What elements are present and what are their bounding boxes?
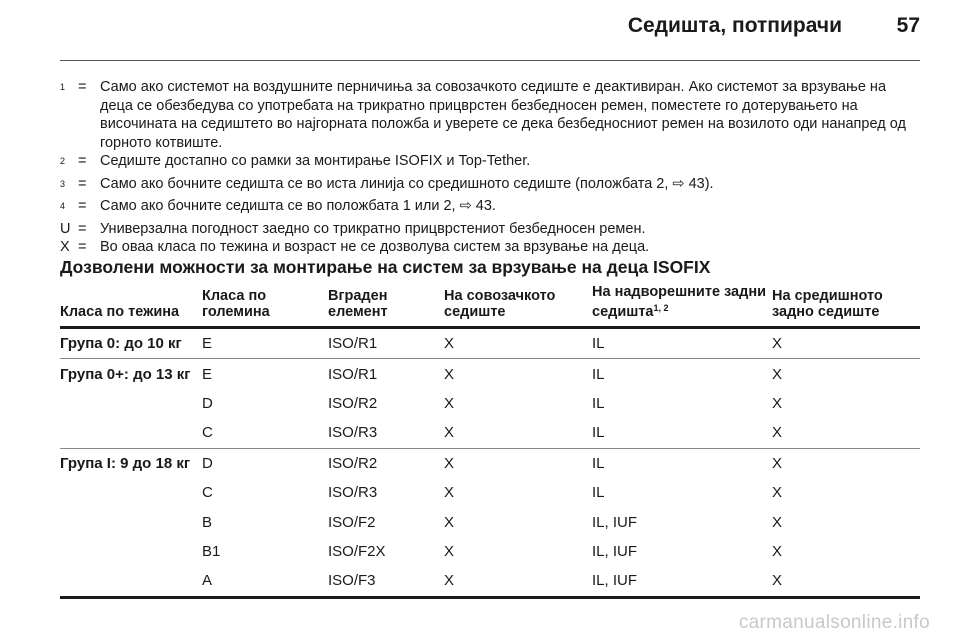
table-row — [60, 537, 920, 566]
footnote-ref: 1, 2 — [653, 303, 669, 313]
weight-class-cell — [60, 537, 202, 566]
table-cell: C — [202, 424, 213, 442]
table-cell: X — [772, 328, 920, 359]
weight-class-cell — [60, 389, 202, 418]
footnote-mark: 3 — [60, 178, 66, 189]
section-title: Дозволени можности за монтирање на систем за врзување на деца ISOFIX — [60, 257, 711, 277]
table-cell: IL — [592, 328, 772, 359]
table-cell: X — [444, 359, 592, 389]
table-row — [60, 328, 920, 359]
table-cell: X — [772, 424, 783, 442]
table-cell: X — [444, 424, 455, 442]
weight-class-cell — [60, 418, 202, 448]
table-cell: ISO/R2 — [328, 448, 444, 478]
table-cell: A — [202, 566, 328, 597]
watermark: carmanualsonline.info — [738, 612, 930, 633]
footnote — [60, 175, 920, 198]
table-row — [60, 507, 920, 536]
footnote — [60, 152, 920, 175]
footnote-text: Во оваа класа по тежина и возраст не се дозволува систем за врзување на деца. — [100, 239, 650, 255]
table-cell: ISO/R3 — [328, 484, 378, 502]
column-header: Класа по големина — [202, 284, 328, 328]
table-cell: X — [772, 448, 920, 478]
footnotes — [60, 78, 920, 257]
table-cell: D — [202, 394, 213, 412]
table-row — [60, 359, 920, 389]
table-cell: E — [202, 328, 328, 359]
table-cell: X — [444, 542, 455, 560]
table-cell: IL, IUF — [592, 513, 638, 531]
table-cell: B — [202, 513, 213, 531]
table-cell: ISO/F2 — [328, 513, 376, 531]
table-row — [60, 478, 920, 507]
weight-class-cell — [60, 507, 202, 536]
footnote-equals: = — [78, 198, 87, 214]
table-cell: IL — [592, 484, 605, 502]
table-cell: E — [202, 359, 328, 389]
table-cell: ISO/F2X — [328, 542, 386, 560]
footnote-mark: U — [60, 220, 71, 237]
footnote — [60, 78, 920, 152]
table-cell: IL, IUF — [592, 566, 772, 597]
footnote-text: Само ако бочните седишта се во положбата 1 или 2, ⇨ 43. — [100, 198, 496, 214]
table-cell: X — [444, 566, 592, 597]
table-cell: X — [772, 542, 783, 560]
table-cell: X — [444, 328, 592, 359]
table-cell: X — [444, 448, 592, 478]
footnote-equals: = — [78, 239, 87, 255]
weight-class-cell — [60, 566, 202, 597]
column-header-text: На надворешните задни седишта — [592, 284, 766, 320]
table-cell: ISO/R2 — [328, 394, 378, 412]
footnote-text: Седиште достапно со рамки за монтирање ISOFIX и Top-Tether. — [100, 153, 531, 169]
table-cell: IL — [592, 359, 772, 389]
table-cell: X — [444, 394, 455, 412]
footnote-text: Само ако системот на воздушните перничиња за совозачкото седиште е деактивиран. Ако системот за врзување на деца се обезбедува со употребата на трикратно прицврстен безбедносен ремен, поместете го дотерувањето на височината на седиштето во најгорната положба и уверете се дека безбедносниот ремен на возилото оди нанапред од горното котвиште. — [100, 79, 906, 151]
table-cell: X — [772, 394, 783, 412]
footnote-mark: 2 — [60, 156, 66, 166]
table-cell: IL — [592, 448, 772, 478]
table-cell: X — [772, 484, 783, 502]
weight-class-cell: Група 0: до 10 кг — [60, 328, 202, 359]
footnote-mark: 1 — [60, 82, 66, 92]
footnote-equals: = — [78, 153, 87, 169]
footnote-text: Универзална погодност заедно со трикратно прицврстениот безбедносен ремен. — [100, 220, 646, 237]
table-cell: IL — [592, 394, 605, 412]
table-cell: C — [202, 484, 213, 502]
table-cell: X — [444, 513, 455, 531]
weight-class-cell: Група I: 9 до 18 кг — [60, 448, 202, 478]
table-cell: D — [202, 448, 328, 478]
footnote — [60, 197, 920, 220]
weight-class-cell: Група 0+: до 13 кг — [60, 359, 202, 389]
table-row — [60, 448, 920, 478]
column-header: На средишното задно седиште — [772, 284, 920, 328]
footnote-text: Само ако бочните седишта се во иста линија со средишното седиште (положбата 2, ⇨ 43). — [100, 175, 714, 192]
table-cell: IL — [592, 424, 605, 442]
table-cell: X — [772, 513, 783, 531]
table-cell: X — [772, 359, 920, 389]
table-cell: ISO/R1 — [328, 359, 444, 389]
footnote-mark: 4 — [60, 201, 66, 211]
table-row — [60, 566, 920, 597]
footnote-equals: = — [78, 175, 87, 192]
column-header: Вграден елемент — [328, 284, 444, 328]
table-cell: ISO/R1 — [328, 328, 444, 359]
footnote — [60, 220, 920, 239]
footnote — [60, 238, 920, 257]
footnote-equals: = — [78, 79, 87, 95]
page-title: Седишта, потпирачи — [627, 14, 842, 37]
table-cell: ISO/F3 — [328, 566, 444, 597]
column-header: Класа по тежина — [60, 284, 202, 328]
page-number: 57 — [896, 14, 920, 37]
footnote-equals: = — [78, 220, 87, 237]
column-header — [592, 284, 772, 328]
table-cell: B1 — [202, 542, 221, 560]
weight-class-cell — [60, 478, 202, 507]
isofix-table — [60, 284, 920, 599]
page-header — [60, 0, 920, 58]
table-row — [60, 418, 920, 448]
table-row — [60, 389, 920, 418]
table-cell: X — [772, 566, 920, 597]
table-cell: ISO/R3 — [328, 424, 378, 442]
column-header: На совозачкото седиште — [444, 284, 592, 328]
footnote-mark: X — [60, 239, 70, 255]
table-cell: X — [444, 484, 455, 502]
table-cell: IL, IUF — [592, 542, 638, 560]
header-divider — [60, 60, 920, 61]
table-header-row — [60, 284, 920, 328]
